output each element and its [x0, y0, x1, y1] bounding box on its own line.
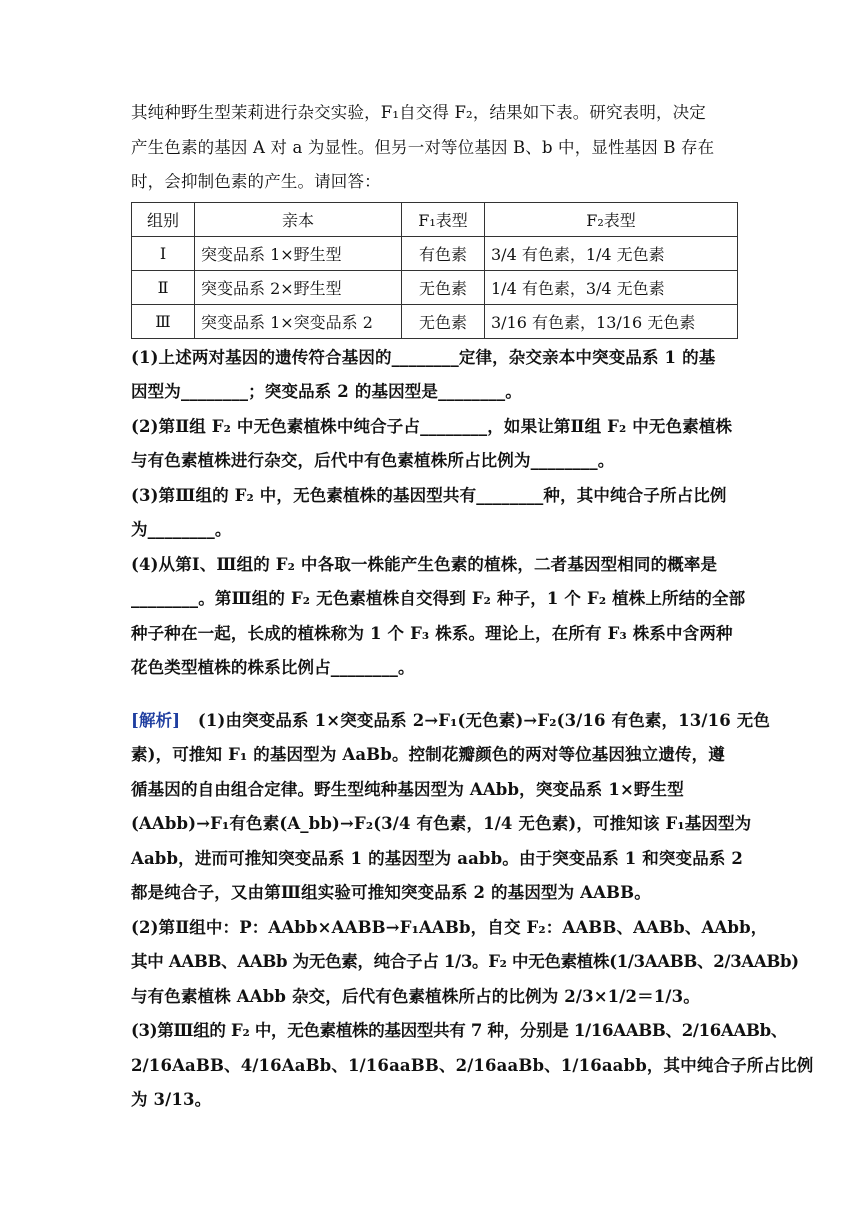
analysis-tag: [解析]: [131, 710, 181, 730]
question-line: (1)上述两对基因的遗传符合基因的________定律，杂交亲本中突变品系 1 的基: [131, 347, 716, 367]
cell-f1: 有色素: [402, 236, 485, 270]
analysis-line: (3)第Ⅲ组的 F₂ 中，无色素植株的基因型共有 7 种，分别是 1/16AABB、2/16AABb、: [131, 1021, 788, 1040]
question-line: (2)第Ⅱ组 F₂ 中无色素植株中纯合子占________，如果让第Ⅱ组 F₂ 中无色素植株: [131, 416, 733, 436]
cell-f2: 3/4 有色素，1/4 无色素: [485, 236, 738, 270]
cell-group: Ⅱ: [132, 270, 195, 304]
header-parents: 亲本: [195, 202, 402, 236]
header-f2: F₂表型: [485, 202, 738, 236]
question-line: 与有色素植株进行杂交，后代中有色素植株所占比例为________。: [131, 451, 615, 470]
table-row: [132, 270, 738, 304]
analysis-first-line: (1)由突变品系 1×突变品系 2→F₁(无色素)→F₂(3/16 有色素，13/16 无色: [180, 710, 771, 730]
document-page: [131, 96, 814, 1118]
cell-parents: 突变品系 2×野生型: [195, 270, 402, 304]
header-group: 组别: [132, 202, 195, 236]
analysis-line: Aabb，进而可推知突变品系 1 的基因型为 aabb。由于突变品系 1 和突变品系 2: [131, 848, 744, 868]
cell-f1: 无色素: [402, 270, 485, 304]
analysis-section: [131, 704, 814, 1118]
table-row: [132, 304, 738, 338]
cell-group: Ⅲ: [132, 304, 195, 338]
analysis-line: 与有色素植株 AAbb 杂交，后代有色素植株所占的比例为 2/3×1/2＝1/3。: [131, 986, 700, 1006]
analysis-line: 都是纯合子，又由第Ⅲ组实验可推知突变品系 2 的基因型为 AABB。: [131, 883, 651, 902]
question-line: ________。第Ⅲ组的 F₂ 无色素植株自交得到 F₂ 种子，1 个 F₂ 植株上所结的全部: [131, 589, 746, 608]
cell-parents: 突变品系 1×野生型: [195, 236, 402, 270]
cell-f2: 3/16 有色素，13/16 无色素: [485, 304, 738, 338]
question-line: 种子种在一起，长成的植株称为 1 个 F₃ 株系。理论上，在所有 F₃ 株系中含两种: [131, 623, 733, 643]
analysis-line: (2)第Ⅱ组中：P：AAbb×AABB→F₁AABb，自交 F₂：AABB、AABb、AAbb，: [131, 917, 768, 937]
table-row: [132, 236, 738, 270]
question-line: 因型为________；突变品系 2 的基因型是________。: [131, 382, 522, 401]
intro-line: 其纯种野生型茉莉进行杂交实验，F₁自交得 F₂，结果如下表。研究表明，决定: [131, 103, 706, 122]
intro-line: 产生色素的基因 A 对 a 为显性。但另一对等位基因 B、b 中，显性基因 B 存在: [131, 137, 715, 157]
analysis-line: 其中 AABB、AABb 为无色素，纯合子占 1/3。F₂ 中无色素植株(1/3AABB、2/3AABb): [131, 952, 799, 971]
table-header-row: [132, 202, 738, 236]
header-f1: F₁表型: [402, 202, 485, 236]
intro-paragraph: [131, 96, 738, 200]
analysis-line: 循基因的自由组合定律。野生型纯种基因型为 AAbb，突变品系 1×野生型: [131, 779, 684, 799]
intro-line: 时，会抑制色素的产生。请回答：: [131, 172, 381, 191]
section-gap: [131, 686, 738, 704]
cell-f2: 1/4 有色素，3/4 无色素: [485, 270, 738, 304]
results-table: [131, 202, 738, 339]
questions: [131, 341, 746, 686]
analysis-line: 素)，可推知 F₁ 的基因型为 AaBb。控制花瓣颜色的两对等位基因独立遗传，遵: [131, 745, 725, 764]
question-line: (3)第Ⅲ组的 F₂ 中，无色素植株的基因型共有________种，其中纯合子所占比例: [131, 485, 727, 505]
analysis-line: (AAbb)→F₁有色素(A_bb)→F₂(3/4 有色素，1/4 无色素)，可推知该 F₁基因型为: [131, 814, 752, 833]
question-line: 花色类型植株的株系比例占________。: [131, 658, 415, 677]
analysis-line: [131, 704, 771, 739]
question-line: 为________。: [131, 520, 232, 539]
cell-f1: 无色素: [402, 304, 485, 338]
analysis-line: 2/16AaBB、4/16AaBb、1/16aaBB、2/16aaBb、1/16aabb，其中纯合子所占比例: [131, 1055, 814, 1075]
analysis-line: 为 3/13。: [131, 1090, 212, 1109]
question-line: (4)从第Ⅰ、Ⅲ组的 F₂ 中各取一株能产生色素的植株，二者基因型相同的概率是: [131, 554, 718, 574]
cell-parents: 突变品系 1×突变品系 2: [195, 304, 402, 338]
cell-group: Ⅰ: [132, 236, 195, 270]
